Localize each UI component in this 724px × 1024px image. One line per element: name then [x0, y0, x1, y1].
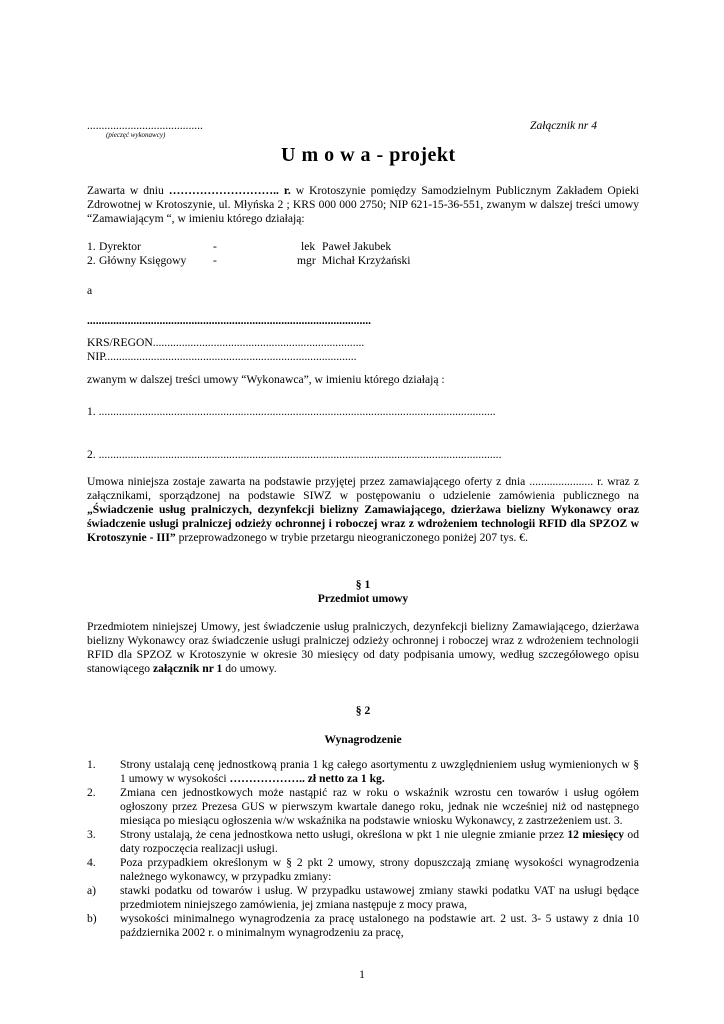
signatory-title: mgr [297, 254, 316, 267]
section-1-text-a: Przedmiotem niniejszej Umowy, jest świadczenie usług pralniczych, dezynfekcji bielizny Zamawiającego, dzierżawa bielizny Wykonawcy oraz świadczenie usługi pralniczej odzieży ochronnej i roboczej wraz z wdrożeniem technologii RFID dla SPZOZ w Krotoszynie w okresie 30 miesięcy od daty podpisania umowy, według szczegółowego opisu stanowiącego [87, 620, 639, 675]
list-item [87, 828, 639, 856]
intro-date-dots: ……………………….. r. [168, 184, 291, 197]
list-item-number: a) [87, 884, 97, 897]
list-item-text: Zmiana cen jednostkowych może nastąpić raz w roku o wskaźnik wzrostu cen towarów i usług ogółem ogłoszony przez Prezesa GUS w pierwszym kwartale danego roku, jednak nie wcześniej niż od następnego miesiąca po miesiącu ogłoszenia w/w wskaźnika na podstawie wniosku Wykonawcy, z zastrzeżeniem ust. 3. [120, 786, 639, 827]
list-item-bold: ……………….. zł netto za 1 kg. [229, 772, 385, 785]
signatory-row-2 [87, 254, 639, 268]
list-item-text: Strony ustalają, że cena jednostkowa netto usługi, określona w pkt 1 nie ulegnie zmianie przez [120, 828, 568, 841]
list-item [87, 912, 639, 940]
list-item-number: 1. [87, 758, 96, 771]
list-item-text-c: od daty rozpoczęcia realizacji usługi. [120, 828, 639, 855]
signatory-row-1 [87, 240, 639, 254]
contractor-rep-1: 1. ......................................................................................................................................... [87, 405, 496, 418]
signatory-role: Dyrektor [99, 240, 141, 253]
basis-text-c: przeprowadzonego w trybie przetargu nieograniczonego poniżej 207 tys. €. [175, 531, 528, 544]
list-item-text: wysokości minimalnego wynagrodzenia za pracę ustalonego na podstawie art. 2 ust. 3- 5 ustawy z dnia 10 października 2002 r. o minimalnym wynagrodzeniu za pracę, [120, 912, 639, 939]
intro-text-a: Zawarta w dniu [87, 184, 169, 197]
basis-text-a: Umowa niniejsza zostaje zawarta na podstawie przyjętej przez zamawiającego oferty z dnia ...................... r. wraz z załącznikami, sporządzonej na podstawie SIWZ w postępowaniu o udzielenie zamówienia publicznego na [87, 475, 639, 502]
signatory-num: 1. [87, 240, 96, 253]
list-item-number: b) [87, 912, 97, 925]
list-item-number: 2. [87, 786, 96, 799]
seal-dots: ........................................ [87, 119, 203, 132]
and-word: a [87, 284, 93, 297]
intro-paragraph [87, 184, 639, 226]
signatory-name: Michał Krzyżański [322, 254, 411, 267]
signatory-dash: - [213, 240, 217, 253]
list-item [87, 758, 639, 786]
list-item-text: Strony ustalają cenę jednostkową prania 1 kg całego asortymentu z uwzględnieniem usług wymienionych w § 1 umowy w wysokości [120, 758, 639, 785]
contractor-rep-2: 2. ........................................................................................................................................... [87, 448, 502, 461]
list-item-text: Poza przypadkiem określonym w § 2 pkt 2 umowy, strony dopuszczają zmianę wysokości wynagrodzenia należnego wykonawcy, w przypadku zmiany: [120, 856, 639, 883]
intro-text-b: w Krotoszynie pomiędzy Samodzielnym Publicznym Zakładem Opieki Zdrowotnej w Krotoszynie, ul. Młyńska 2 ; KRS 000 000 2750; NIP 621-15-36-551, zwanym w dalszej treści umowy “Zamawiającym “, w imieniu którego działają: [87, 184, 639, 225]
section-2-number: § 2 [355, 704, 371, 717]
signatory-title: lek [301, 240, 316, 253]
section-1-heading: Przedmiot umowy [317, 592, 409, 605]
list-item [87, 884, 639, 912]
contractor-reps-text: zwanym w dalszej treści umowy “Wykonawca”, w imieniu którego działają : [87, 373, 445, 386]
document-title: U m o w a - projekt [281, 144, 456, 166]
section-1-text-c: do umowy. [222, 662, 277, 675]
list-item-number: 4. [87, 856, 96, 869]
list-item [87, 786, 639, 828]
section-1-paragraph [87, 620, 639, 676]
basis-paragraph [87, 475, 639, 545]
contractor-krs: KRS/REGON......................................................................... [87, 336, 365, 349]
attachment-label: Załącznik nr 4 [530, 119, 597, 132]
signatory-name: Paweł Jakubek [322, 240, 392, 253]
section-1-number: § 1 [355, 578, 371, 591]
list-item-number: 3. [87, 828, 96, 841]
basis-subject-bold: „Świadczenie usług pralniczych, dezynfekcji bielizny Zamawiającego, dzierżawa bielizny Wykonawcy oraz świadczenie usługi pralniczej odzieży ochronnej i roboczej wraz z wdrożeniem technologii RFID dla SPZOZ w Krotoszynie - III” [87, 503, 639, 544]
seal-label: (pieczęć wykonawcy) [106, 131, 166, 139]
list-item-text: stawki podatku od towarów i usług. W przypadku ustawowej zmiany stawki podatku VAT na usługi będące przedmiotem niniejszego zamówienia, jej zmiana następuje z mocy prawa, [120, 884, 639, 911]
section-1-attachment-ref: załącznik nr 1 [153, 662, 223, 675]
section-2-heading: Wynagrodzenie [324, 733, 402, 746]
contractor-nip: NIP....................................................................................... [87, 350, 357, 363]
contractor-name-dots: .................................................................................................. [87, 314, 372, 327]
signatory-num: 2. [87, 254, 96, 267]
signatory-role: Główny Księgowy [99, 254, 187, 267]
list-item-bold: 12 miesięcy [567, 828, 625, 841]
signatory-dash: - [213, 254, 217, 267]
page-number: 1 [359, 968, 365, 981]
list-item [87, 856, 639, 884]
